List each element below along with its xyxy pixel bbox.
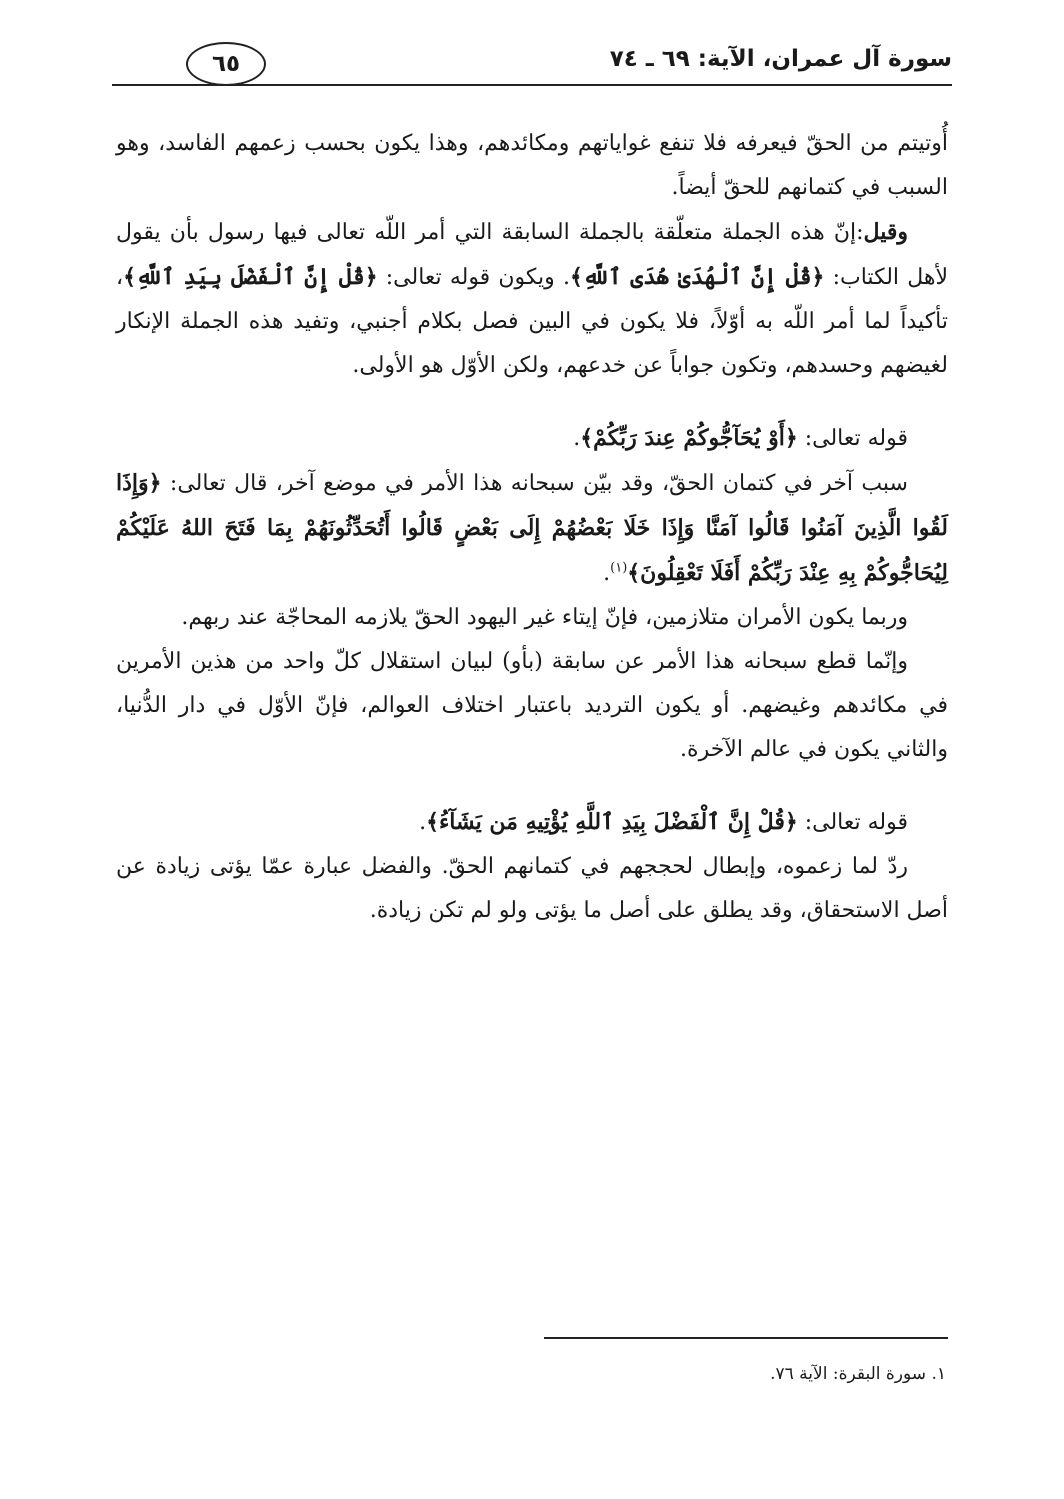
paragraph-6: ردّ لما زعموه، وإبطال لحججهم في كتمانهم الحقّ. والفضل عبارة عمّا يؤتى زيادة عن أصل الاستحقاق، وقد يطلق على أصل ما يؤتى ولو لم تكن زيادة. [116, 854, 948, 923]
verse-quote: ﴿قُلْ إِنَّ ٱلْفَضْلَ بِيَدِ ٱللَّهِ يُؤْتِيهِ مَن يَشَآءُ﴾ [426, 809, 798, 835]
heading-prefix: قوله تعالى: [797, 426, 908, 451]
paragraph-2-text-3: ، تأكيداً لما أمر اللّه به أوّلاً، فلا يكون في البين فصل بكلام أجنبي، وتفيد هذه الجملة الإنكار لغيضهم وحسدهم، وتكون جواباً عن خدعهم، ولكن الأوّل هو الأولى. [116, 265, 948, 378]
paragraph-3-text-1: سبب آخر في كتمان الحقّ، وقد بيّن سبحانه هذا الأمر في موضع آخر، قال تعالى: [161, 471, 908, 496]
heading-prefix: قوله تعالى: [797, 810, 908, 835]
paragraph-4: وربما يكون الأمران متلازمين، فإنّ إيتاء غير اليهود الحقّ يلازمه المحاجّة عند ربهم. [181, 605, 908, 630]
footnote-text: ١. سورة البقرة: الآية ٧٦. [770, 1364, 946, 1384]
paragraph-1: أُوتيتم من الحقّ فيعرفه فلا تنفع غواياتهم ومكائدهم، وهذا يكون بحسب زعمهم الفاسد، وهو السبب في كتمانهم للحقّ أيضاً. [116, 131, 948, 200]
verse-quote: ﴿وَإِذَا لَقُوا الَّذِينَ آمَنُوا قَالُوا آمَنَّا وَإِذَا خَلَا بَعْضُهُمْ إِلَى بَعْضٍ قَالُوا أَتُحَدِّثُونَهُمْ بِمَا فَتَحَ اللهُ عَلَيْكُمْ لِيُحَاجُّوكُمْ بِهِ عِنْدَ رَبِّكُمْ أَفَلَا تَعْقِلُونَ﴾ [116, 470, 948, 586]
verse-quote: ﴿أَوْ يُحَآجُّوكُمْ عِندَ رَبِّكُمْ﴾ [580, 425, 798, 451]
page-body [116, 122, 948, 933]
verse-heading-1 [116, 416, 948, 461]
paragraph-3-text-2: . [603, 561, 611, 586]
paragraph-2-text-1: :إنّ هذه الجملة متعلّقة بالجملة السابقة التي أمر اللّه تعالى فيها رسول بأن يقول لأهل الكتاب: [116, 220, 949, 290]
verse-quote: ﴿قُلْ إِنَّ ٱلْفَضْلَ بِيَدِ ٱللَّهِ﴾ [123, 264, 378, 290]
header-rule [112, 84, 952, 86]
paragraph-2-lead: وقيل [863, 219, 908, 245]
verse-quote: ﴿قُلْ إِنَّ ٱلْهُدَىٰ هُدَى ٱللَّهِ﴾ [569, 264, 825, 290]
page-header [112, 40, 952, 86]
surah-title: سورة آل عمران، الآية: ٦٩ ـ ٧٤ [609, 46, 952, 72]
paragraph-2-text-2: . ويكون قوله تعالى: [377, 265, 570, 290]
heading-suffix: . [419, 810, 427, 835]
paragraph-3 [116, 461, 948, 596]
footnote-rule [544, 1337, 948, 1339]
heading-suffix: . [573, 426, 581, 451]
verse-heading-2 [116, 800, 948, 845]
paragraph-2 [116, 210, 948, 388]
footnote-ref[interactable]: (١) [610, 560, 628, 576]
page-number: ٦٥ [186, 42, 266, 86]
paragraph-5: وإنّما قطع سبحانه هذا الأمر عن سابقة (بأو) لبيان استقلال كلّ واحد من هذين الأمرين في مكائدهم وغيضهم. أو يكون الترديد باعتبار اختلاف العوالم، فإنّ الأوّل في دار الدُّنيا، والثاني يكون في عالم الآخرة. [116, 649, 948, 762]
